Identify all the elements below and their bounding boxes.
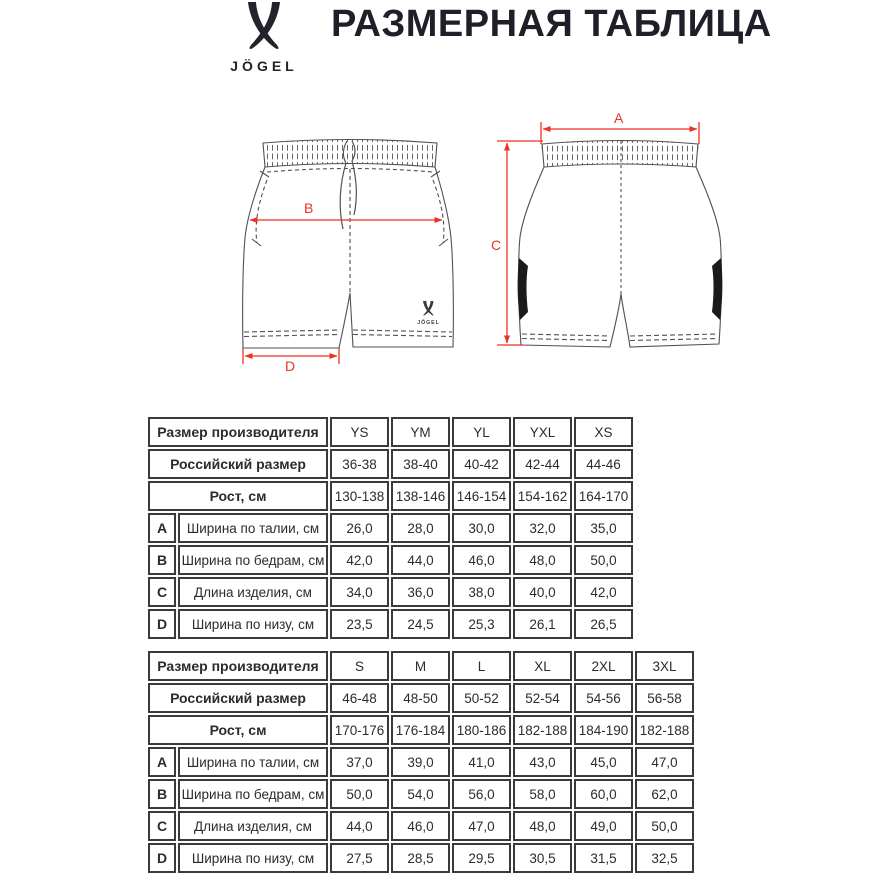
measure-cell: 28,5 [391,843,450,873]
measure-cell: 62,0 [635,779,694,809]
measure-cell: 31,5 [574,843,633,873]
measure-cell: 46,0 [452,545,511,575]
size-cell: XL [513,651,572,681]
dim-letter-cell: C [148,811,176,841]
measure-cell: 28,0 [391,513,450,543]
measure-cell: 32,5 [635,843,694,873]
measure-label: Длина изделия, см [178,811,328,841]
row-label: Российский размер [148,449,328,479]
dim-letter-cell: D [148,843,176,873]
size-table-adult [146,649,696,875]
row-label: Рост, см [148,481,328,511]
measure-label: Ширина по низу, см [178,843,328,873]
size-cell: 46-48 [330,683,389,713]
measure-cell: 24,5 [391,609,450,639]
measure-cell: 40,0 [513,577,572,607]
brand-logo [212,2,316,74]
measure-row-A [148,513,633,543]
front-hem-stitching [244,330,452,337]
size-cell: 36-38 [330,449,389,479]
size-cell: 146-154 [452,481,511,511]
size-cell: 170-176 [330,715,389,745]
size-cell: 54-56 [574,683,633,713]
size-cell: 3XL [635,651,694,681]
front-waistband [263,140,437,173]
size-cell: 40-42 [452,449,511,479]
dim-B-label: B [304,200,314,216]
measure-cell: 35,0 [574,513,633,543]
size-cell: 180-186 [452,715,511,745]
measure-cell: 54,0 [391,779,450,809]
size-cell: YXL [513,417,572,447]
row-label: Российский размер [148,683,328,713]
size-cell: YS [330,417,389,447]
measure-cell: 30,5 [513,843,572,873]
measure-cell: 58,0 [513,779,572,809]
measure-cell: 46,0 [391,811,450,841]
measure-cell: 43,0 [513,747,572,777]
size-cell: S [330,651,389,681]
measure-cell: 44,0 [330,811,389,841]
header-row-2 [148,481,633,511]
header-row-0 [148,651,694,681]
row-label: Размер производителя [148,417,328,447]
size-cell: 50-52 [452,683,511,713]
measure-cell: 27,5 [330,843,389,873]
page-title: РАЗМЕРНАЯ ТАБЛИЦА [331,3,772,45]
jogel-logo-icon [235,2,293,56]
measure-row-B [148,779,694,809]
size-table-youth [146,415,635,641]
dim-letter-cell: B [148,779,176,809]
shorts-front-diagram [240,135,458,373]
size-cell: L [452,651,511,681]
measure-cell: 39,0 [391,747,450,777]
dim-letter-cell: C [148,577,176,607]
back-waistband [542,141,698,168]
size-cell: 56-58 [635,683,694,713]
size-cell: 138-146 [391,481,450,511]
measure-cell: 48,0 [513,545,572,575]
measure-cell: 23,5 [330,609,389,639]
header-row-1 [148,683,694,713]
measure-cell: 50,0 [635,811,694,841]
measure-cell: 47,0 [635,747,694,777]
measure-cell: 26,5 [574,609,633,639]
shorts-back-diagram [490,110,730,358]
dim-letter-cell: B [148,545,176,575]
size-cell: YM [391,417,450,447]
measure-cell: 42,0 [574,577,633,607]
measure-cell: 32,0 [513,513,572,543]
measure-label: Ширина по бедрам, см [178,545,328,575]
size-cell: 42-44 [513,449,572,479]
measure-cell: 48,0 [513,811,572,841]
measure-cell: 29,5 [452,843,511,873]
dim-letter-cell: A [148,747,176,777]
size-cell: 164-170 [574,481,633,511]
dim-D-label: D [285,358,296,373]
dim-A-label: A [614,110,624,126]
measure-cell: 47,0 [452,811,511,841]
size-cell: XS [574,417,633,447]
measure-label: Ширина по низу, см [178,609,328,639]
measure-label: Длина изделия, см [178,577,328,607]
measure-row-D [148,609,633,639]
dim-letter-cell: D [148,609,176,639]
brand-wordmark: JÖGEL [230,58,298,74]
measure-row-D [148,843,694,873]
measure-cell: 34,0 [330,577,389,607]
measure-cell: 42,0 [330,545,389,575]
measure-cell: 26,1 [513,609,572,639]
size-cell: 52-54 [513,683,572,713]
measure-cell: 25,3 [452,609,511,639]
measure-label: Ширина по талии, см [178,747,328,777]
size-cell: 182-188 [635,715,694,745]
back-body-outline [519,167,722,347]
size-cell: 182-188 [513,715,572,745]
measure-cell: 38,0 [452,577,511,607]
measure-cell: 50,0 [574,545,633,575]
measure-cell: 49,0 [574,811,633,841]
measure-cell: 45,0 [574,747,633,777]
size-cell: 44-46 [574,449,633,479]
dim-C-label: C [491,237,502,253]
leg-logo-icon [417,301,440,326]
measure-cell: 36,0 [391,577,450,607]
measure-cell: 26,0 [330,513,389,543]
measure-row-A [148,747,694,777]
measure-cell: 56,0 [452,779,511,809]
measure-cell: 30,0 [452,513,511,543]
measure-cell: 37,0 [330,747,389,777]
side-panel-right [712,258,722,320]
measure-cell: 44,0 [391,545,450,575]
measure-cell: 50,0 [330,779,389,809]
back-hem-stitching [522,334,718,341]
pocket-line-left [252,171,269,246]
measure-row-C [148,811,694,841]
size-cell: YL [452,417,511,447]
size-cell: M [391,651,450,681]
size-cell: 154-162 [513,481,572,511]
measure-row-B [148,545,633,575]
header-row-0 [148,417,633,447]
dim-letter-cell: A [148,513,176,543]
size-cell: 130-138 [330,481,389,511]
header-row-1 [148,449,633,479]
measure-row-C [148,577,633,607]
size-cell: 2XL [574,651,633,681]
measure-label: Ширина по бедрам, см [178,779,328,809]
measure-cell: 60,0 [574,779,633,809]
size-cell: 38-40 [391,449,450,479]
size-cell: 176-184 [391,715,450,745]
size-cell: 48-50 [391,683,450,713]
measure-cell: 41,0 [452,747,511,777]
leg-logo-text: JÖGEL [417,320,440,326]
row-label: Размер производителя [148,651,328,681]
header-row-2 [148,715,694,745]
row-label: Рост, см [148,715,328,745]
measure-label: Ширина по талии, см [178,513,328,543]
side-panel-left [518,258,528,320]
size-cell: 184-190 [574,715,633,745]
